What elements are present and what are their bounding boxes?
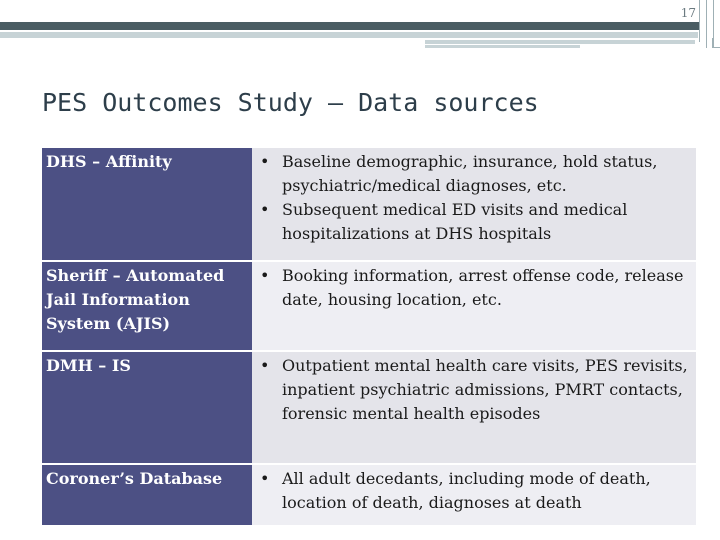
list-item [260, 467, 692, 515]
top-accent-bar [0, 22, 700, 30]
source-details [252, 148, 696, 262]
source-name: DMH – IS [42, 352, 252, 465]
source-details [252, 465, 696, 527]
bullet-text: Outpatient mental health care visits, PES revisits, inpatient psychiatric admissions, PMRT contacts, forensic mental health episodes [282, 356, 688, 423]
source-details [252, 262, 696, 352]
bullet-text: Booking information, arrest offense code, release date, housing location, etc. [282, 266, 684, 309]
table-row [42, 465, 696, 527]
corner-bracket [712, 38, 720, 48]
table-row [42, 262, 696, 352]
bullet: • [260, 469, 270, 488]
bullet-text: All adult decedants, including mode of death, location of death, diagnoses at death [282, 469, 651, 512]
bullet: • [260, 152, 270, 171]
bullet-text: Subsequent medical ED visits and medical hospitalizations at DHS hospitals [282, 200, 628, 243]
top-light-bar-short [425, 40, 695, 44]
corner-line [706, 0, 707, 48]
data-sources-table [42, 148, 696, 527]
list-item [260, 264, 692, 312]
table-row [42, 352, 696, 465]
top-light-bar [0, 32, 698, 38]
source-name: DHS – Affinity [42, 148, 252, 262]
bullet: • [260, 200, 270, 219]
page-number: 17 [680, 6, 696, 20]
corner-line [699, 0, 700, 42]
bullet: • [260, 266, 270, 285]
list-item [260, 198, 692, 246]
list-item [260, 150, 692, 198]
source-details [252, 352, 696, 465]
slide-title: PES Outcomes Study – Data sources [42, 88, 539, 117]
list-item [260, 354, 692, 426]
bullet-text: Baseline demographic, insurance, hold status, psychiatric/medical diagnoses, etc. [282, 152, 658, 195]
source-name: Sheriff – Automated Jail Information System (AJIS) [42, 262, 252, 352]
source-name: Coroner’s Database [42, 465, 252, 527]
bullet: • [260, 356, 270, 375]
top-light-bar-shorter [425, 45, 580, 48]
table-row [42, 148, 696, 262]
